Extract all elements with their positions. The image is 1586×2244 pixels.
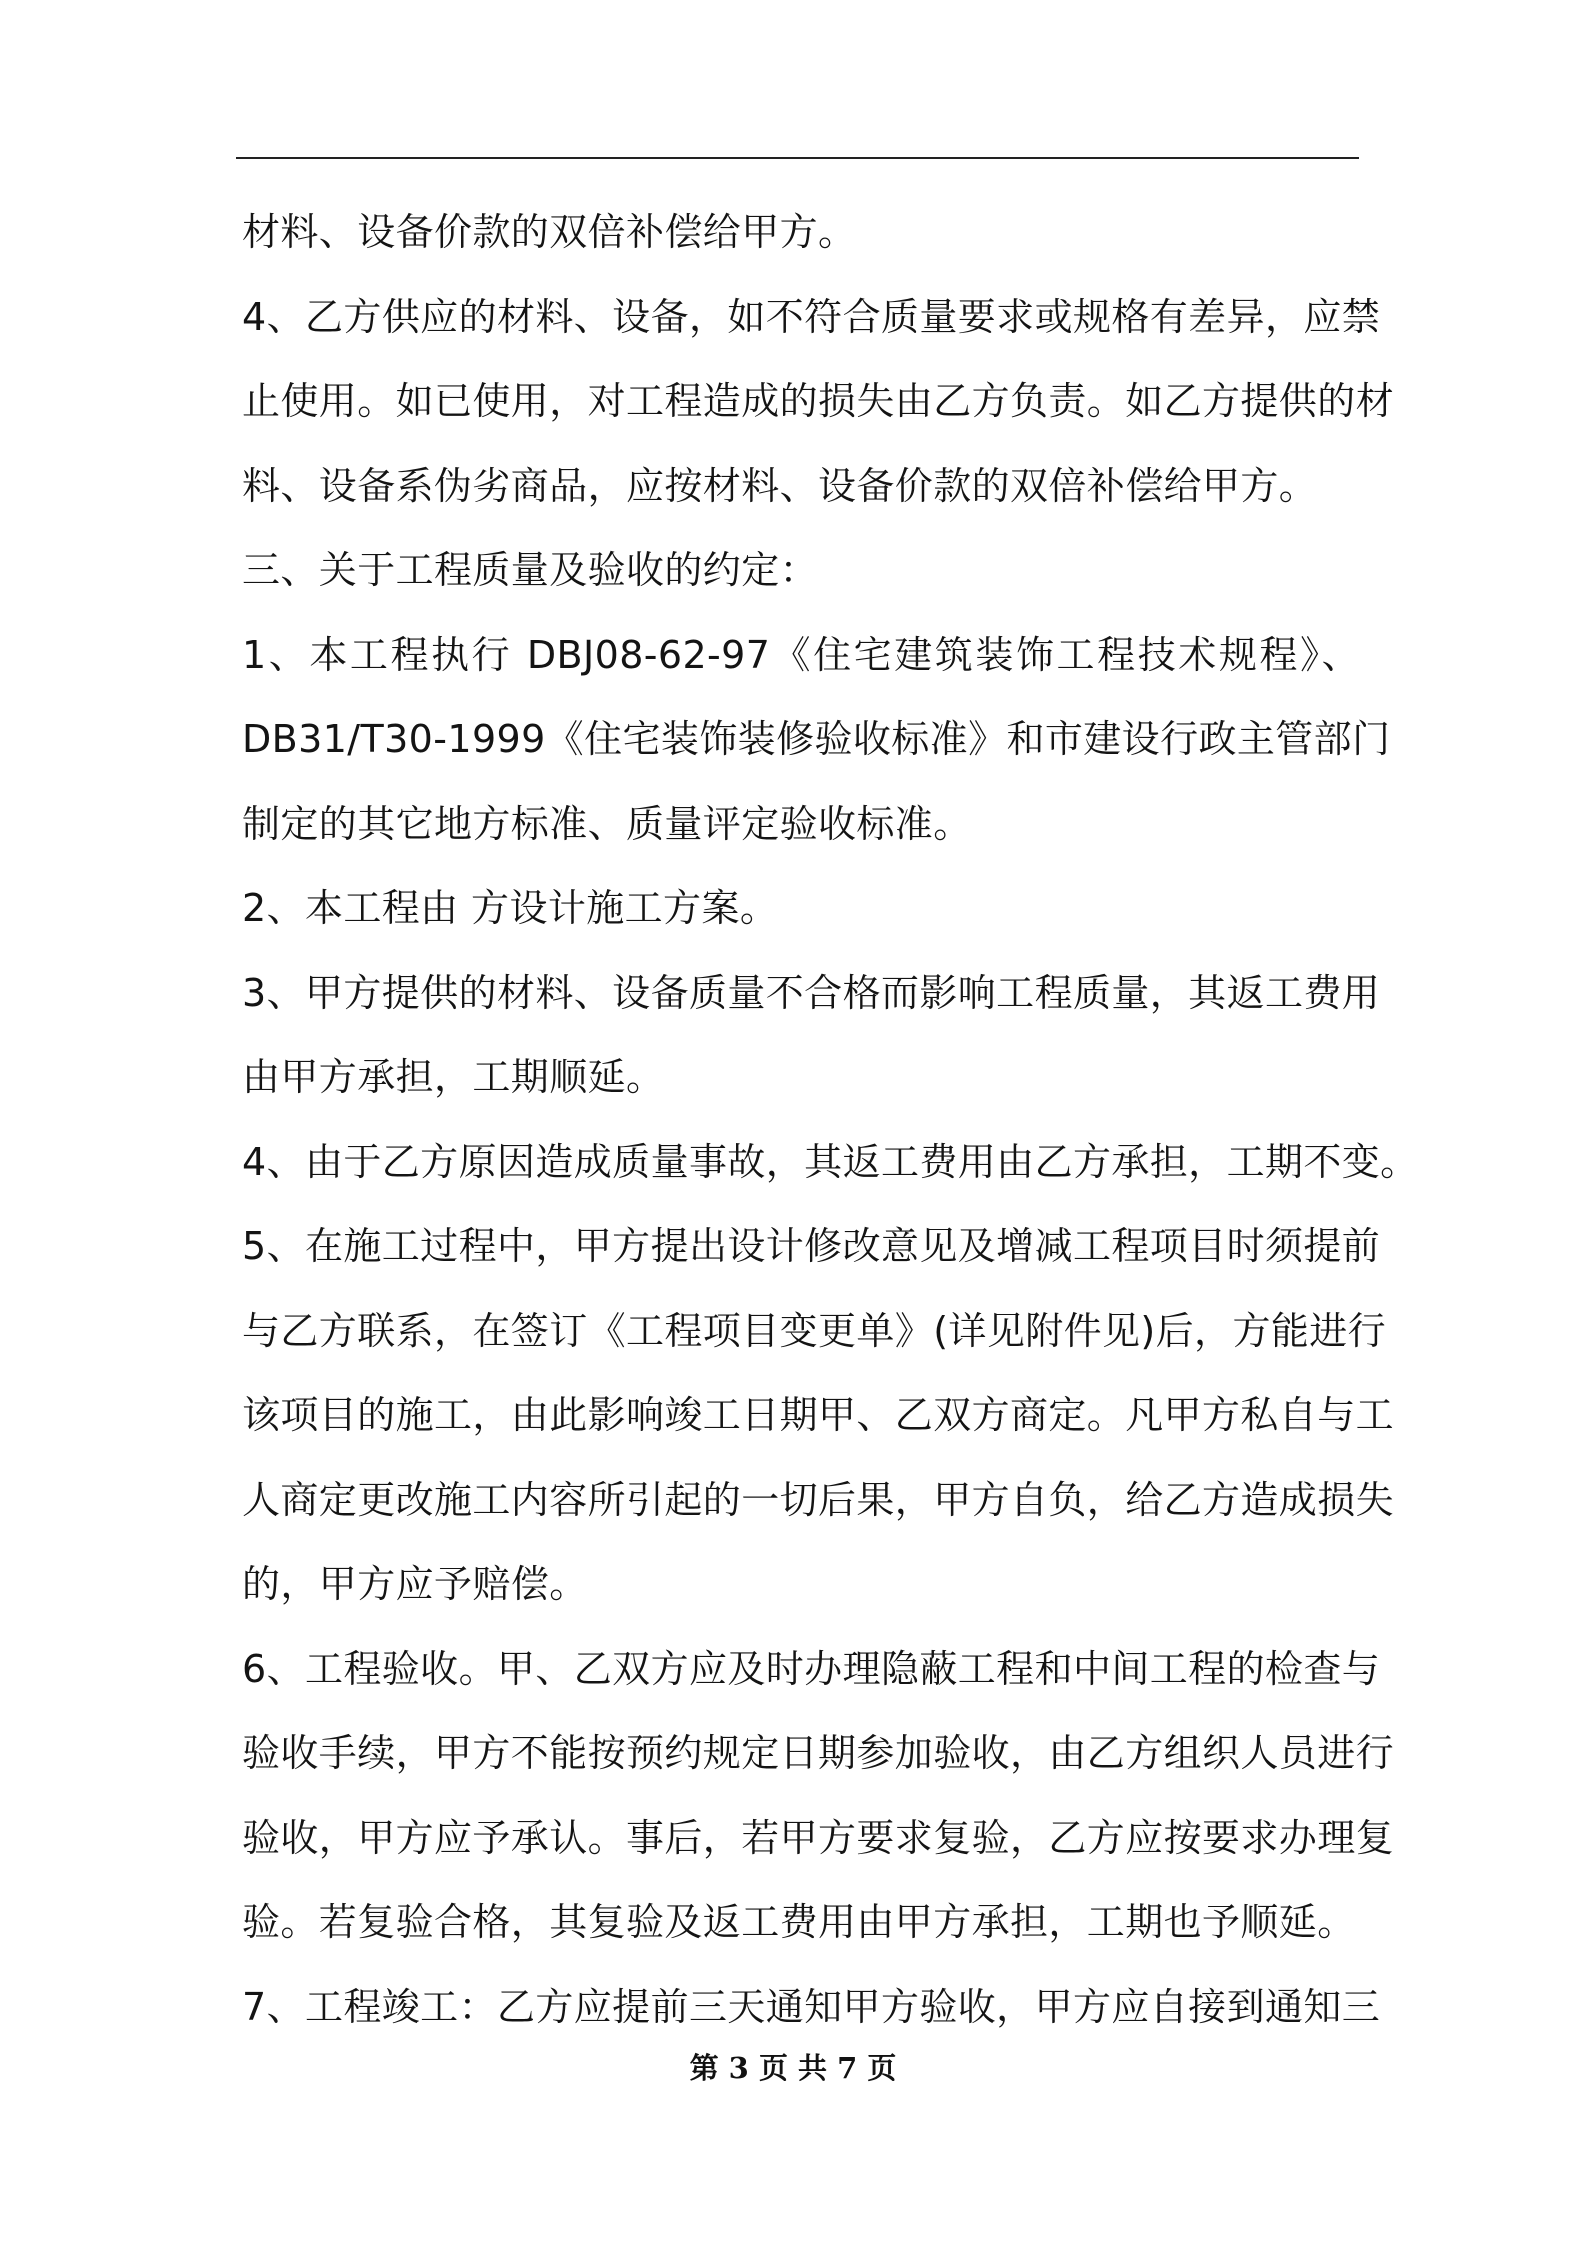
- text-line: 该项目的施工，由此影响竣工日期甲、乙双方商定。凡甲方私自与工: [242, 1393, 1395, 1437]
- text-line: 6、工程验收。甲、乙双方应及时办理隐蔽工程和中间工程的检查与: [242, 1646, 1381, 1691]
- text-line: 料、设备系伪劣商品，应按材料、设备价款的双倍补偿给甲方。: [242, 463, 1318, 508]
- text-line: 4、由于乙方原因造成质量事故，其返工费用由乙方承担，工期不变。: [242, 1139, 1419, 1184]
- text-line: 制定的其它地方标准、质量评定验收标准。: [242, 801, 972, 846]
- text-line: 5、在施工过程中，甲方提出设计修改意见及增减工程项目时须提前: [242, 1224, 1381, 1268]
- text-line: DB31/T30-1999《住宅装饰装修验收标准》和市建设行政主管部门: [242, 717, 1391, 761]
- text-line: 1、本工程执行 DBJ08-62-97《住宅建筑装饰工程技术规程》、: [242, 632, 1360, 677]
- text-line: 与乙方联系，在签订《工程项目变更单》(详见附件见)后，方能进行: [242, 1308, 1387, 1353]
- text-line: 由甲方承担，工期顺延。: [242, 1055, 665, 1099]
- text-line: 验。若复验合格，其复验及返工费用由甲方承担，工期也予顺延。: [242, 1900, 1356, 1944]
- text-line: 2、本工程由 方设计施工方案。: [242, 886, 779, 930]
- header-rule: [236, 157, 1359, 159]
- page-footer: 第 3 页 共 7 页: [689, 2051, 897, 2085]
- text-line: 验收，甲方应予承认。事后，若甲方要求复验，乙方应按要求办理复: [242, 1815, 1395, 1860]
- section-heading: 三、关于工程质量及验收的约定：: [242, 548, 819, 592]
- text-line: 3、甲方提供的材料、设备质量不合格而影响工程质量，其返工费用: [242, 970, 1381, 1015]
- text-line: 验收手续，甲方不能按预约规定日期参加验收，由乙方组织人员进行: [242, 1731, 1395, 1775]
- text-line: 止使用。如已使用，对工程造成的损失由乙方负责。如乙方提供的材: [242, 379, 1395, 423]
- document-body: [242, 190, 1419, 2049]
- text-line: 7、工程竣工：乙方应提前三天通知甲方验收，甲方应自接到通知三: [242, 1984, 1381, 2029]
- text-line: 人商定更改施工内容所引起的一切后果，甲方自负，给乙方造成损失: [242, 1477, 1395, 1522]
- text-line: 的，甲方应予赔偿。: [242, 1562, 588, 1606]
- text-line: 4、乙方供应的材料、设备，如不符合质量要求或规格有差异，应禁: [242, 294, 1381, 339]
- text-line: 材料、设备价款的双倍补偿给甲方。: [242, 210, 857, 254]
